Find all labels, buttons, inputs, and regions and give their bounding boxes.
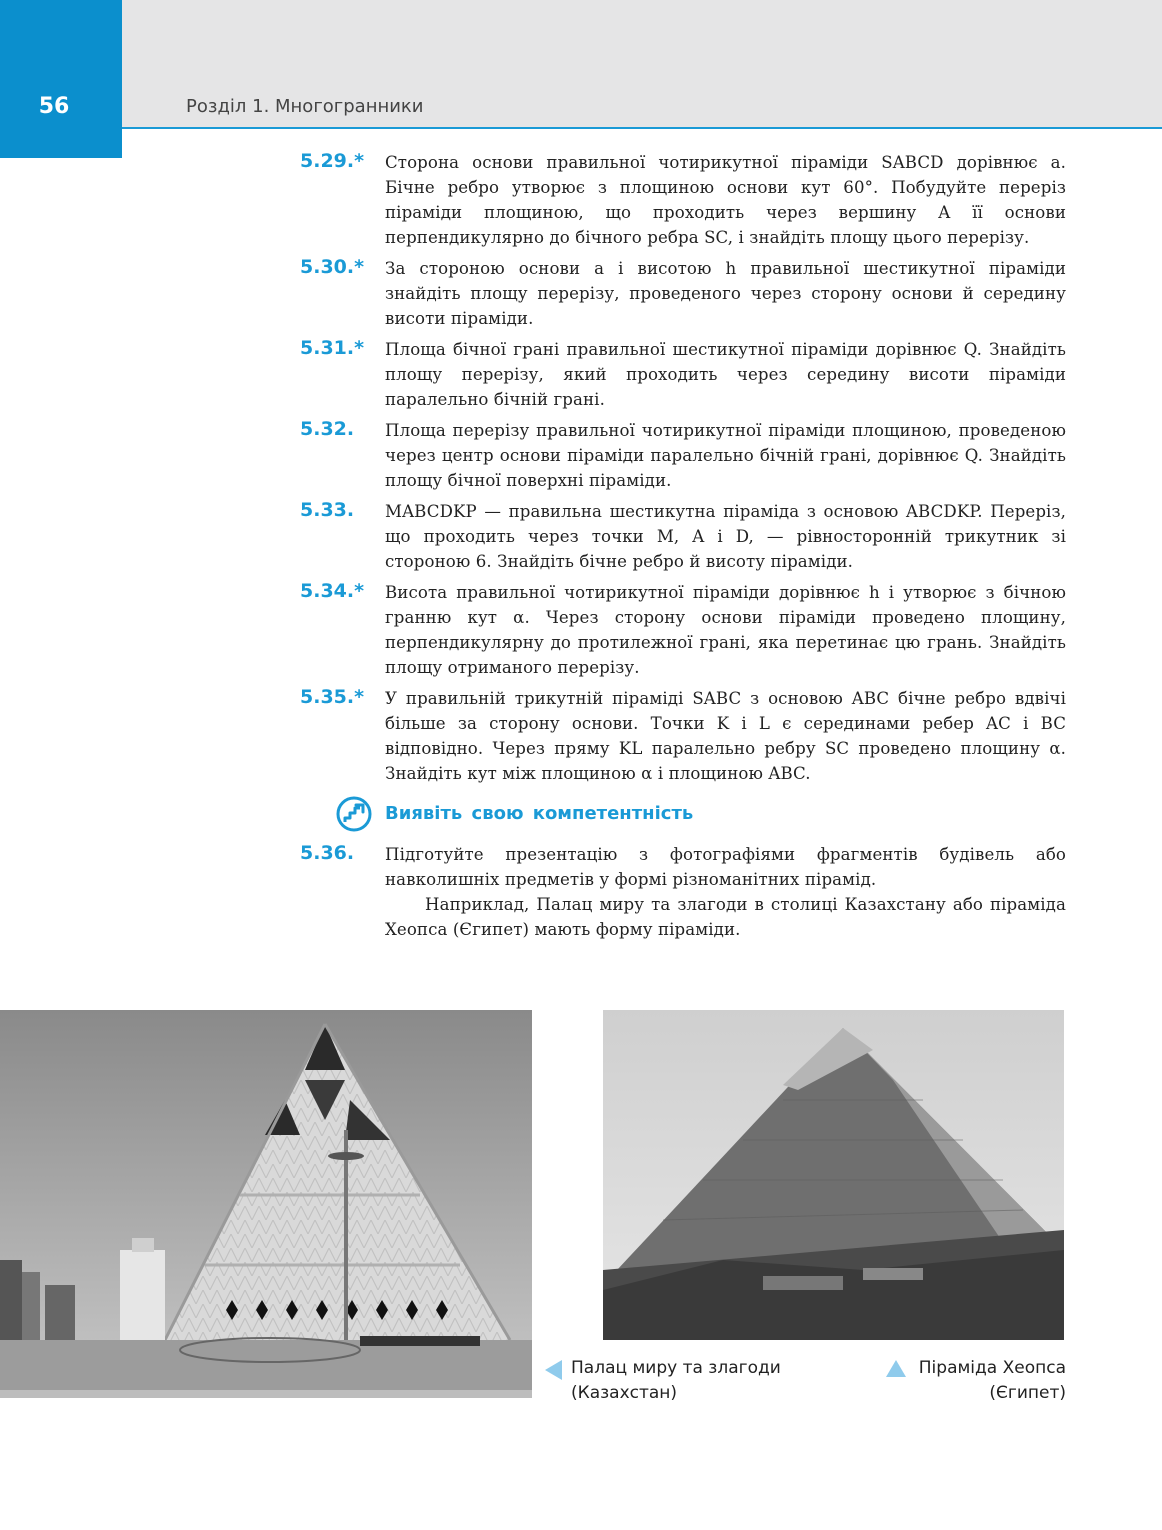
triangle-left-icon: [545, 1360, 562, 1380]
problem-item: [300, 337, 1066, 412]
problem-text: Сторона основи правильної чотирикутної піраміди SABCD дорівнює a. Бічне ребро утворює з площиною основи кут 60°. Побудуйте переріз піраміди площиною, що проходить через вершину A її основи перпендикулярно до бічного ребра SC, і знайдіть площу цього перерізу.: [385, 153, 1066, 247]
problem-text: За стороною основи a і висотою h правильної шестикутної піраміди знайдіть площу перерізу, проведеного через сторону основи й середину висоти піраміди.: [385, 259, 1066, 328]
problem-item: [300, 150, 1066, 250]
section-title: Розділ 1. Многогранники: [186, 96, 424, 117]
problem-number: 5.32.: [300, 418, 355, 440]
problem-item: [300, 842, 1066, 942]
problem-text: MABCDKP — правильна шестикутна піраміда з основою ABCDKP. Переріз, що проходить через точки M, A і D, — рівносторонній трикутник зі стороною 6. Знайдіть бічне ребро й висоту піраміди.: [385, 502, 1066, 571]
problem-item: [300, 686, 1066, 786]
problem-number: 5.36.: [300, 842, 355, 864]
problem-item: [300, 499, 1066, 574]
cheops-illustration: [603, 1010, 1064, 1340]
problem-number: 5.34.*: [300, 580, 365, 602]
cheops-photo: [603, 1010, 1064, 1340]
header-band: [0, 0, 1162, 128]
problem-number: 5.30.*: [300, 256, 365, 278]
problem-list: [300, 150, 1066, 948]
stairs-arrow-icon: [336, 796, 372, 832]
competence-title: Виявіть свою компетентність: [385, 803, 694, 824]
problem-item: [300, 418, 1066, 493]
competence-heading: [300, 796, 1066, 834]
triangle-up-icon: [886, 1360, 906, 1377]
problem-item: [300, 256, 1066, 331]
problem-text: Висота правильної чотирикутної піраміди дорівнює h і утворює з бічною гранню кут α. Через сторону основи піраміди проведено площину, перпендикулярну до протилежної грані, яка перетинає цю грань. Знайдіть площу отриманого перерізу.: [385, 583, 1066, 677]
palace-illustration: [0, 1010, 532, 1398]
problem-text: Площа перерізу правильної чотирикутної піраміди площиною, проведеною через центр основи піраміди паралельно бічній грані, дорівнює Q. Знайдіть площу бічної поверхні піраміди.: [385, 421, 1066, 490]
problem-text: Площа бічної грані правильної шестикутної піраміди дорівнює Q. Знайдіть площу перерізу, який проходить через середину висоти піраміди паралельно бічній грані.: [385, 340, 1066, 409]
palace-photo: [0, 1010, 532, 1398]
problem-text: [385, 842, 1066, 942]
caption-line: (Єгипет): [989, 1383, 1066, 1403]
problem-number: 5.35.*: [300, 686, 365, 708]
caption-line: (Казахстан): [571, 1383, 678, 1403]
problem-paragraph: Підготуйте презентацію з фотографіями фрагментів будівель або навколишніх предметів у формі різноманітних пірамід.: [385, 845, 1066, 889]
page-number-tab: [0, 0, 122, 158]
page-number: 56: [38, 94, 70, 119]
caption-cheops: [886, 1356, 1066, 1406]
caption-palace: [545, 1356, 781, 1406]
problem-number: 5.33.: [300, 499, 355, 521]
caption-line: Піраміда Хеопса: [918, 1358, 1066, 1378]
caption-line: Палац миру та злагоди: [571, 1358, 781, 1378]
problem-item: [300, 580, 1066, 680]
problem-paragraph: Наприклад, Палац миру та злагоди в столиці Казахстану або піраміда Хеопса (Єгипет) мають форму піраміди.: [385, 895, 1066, 939]
header-divider: [122, 127, 1162, 129]
problem-number: 5.29.*: [300, 150, 365, 172]
problem-number: 5.31.*: [300, 337, 365, 359]
problem-text: У правильній трикутній піраміді SABC з основою ABC бічне ребро вдвічі більше за сторону основи. Точки K і L є серединами ребер AC і BC відповідно. Через пряму KL паралельно ребру SC проведено площину α. Знайдіть кут між площиною α і площиною ABC.: [385, 689, 1066, 783]
